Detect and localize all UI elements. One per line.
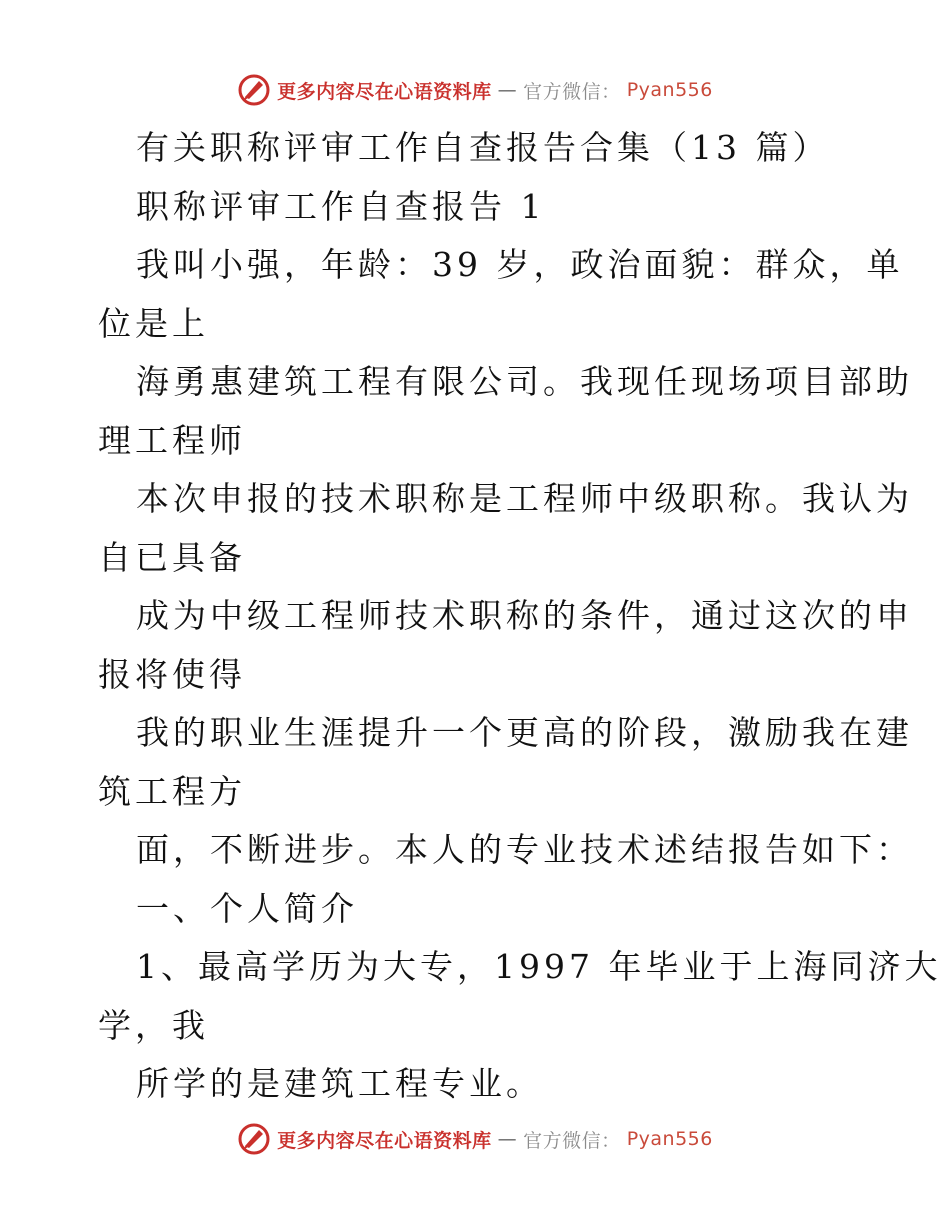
banner-wechat-label: 官方微信：	[523, 80, 621, 103]
document-line: 面，不断进步。本人的专业技术述结报告如下：	[136, 830, 913, 869]
pen-nib-circle-icon	[237, 1122, 271, 1156]
document-line: 成为中级工程师技术职称的条件，通过这次的申	[136, 596, 913, 635]
document-line: 一、个人简介	[136, 888, 358, 928]
banner-wechat-label: 官方微信：	[523, 1129, 621, 1152]
banner-main-text: 更多内容尽在心语资料库	[277, 80, 492, 103]
document-line: 学，我	[98, 1005, 209, 1045]
document-line: 1、最高学历为大专，1997 年毕业于上海同济大	[136, 947, 942, 986]
document-line: 本次申报的技术职称是工程师中级职称。我认为	[136, 479, 913, 518]
document-line: 有关职称评审工作自查报告合集（13 篇）	[136, 128, 830, 167]
document-line: 我叫小强，年龄：39 岁，政治面貌：群众，单	[136, 245, 904, 284]
header-watermark-banner	[0, 72, 950, 108]
banner-wechat-id: Pyan556	[626, 1128, 713, 1150]
banner-wechat-id: Pyan556	[626, 79, 713, 101]
banner-dash: —	[497, 1128, 518, 1150]
banner-main-text: 更多内容尽在心语资料库	[277, 1129, 492, 1152]
banner-dash: —	[497, 79, 518, 101]
pen-nib-circle-icon	[237, 73, 271, 107]
document-line: 所学的是建筑工程专业。	[136, 1064, 543, 1103]
document-line: 自已具备	[98, 537, 246, 577]
document-line: 位是上	[98, 303, 209, 343]
document-line: 报将使得	[98, 654, 246, 694]
document-line: 职称评审工作自查报告 1	[136, 186, 546, 226]
document-line: 筑工程方	[98, 771, 246, 811]
document-line: 海勇惠建筑工程有限公司。我现任现场项目部助	[136, 362, 913, 401]
document-line: 我的职业生涯提升一个更高的阶段，激励我在建	[136, 713, 913, 752]
document-body	[98, 119, 942, 1114]
footer-watermark-banner	[0, 1121, 950, 1157]
document-line: 理工程师	[98, 420, 246, 460]
